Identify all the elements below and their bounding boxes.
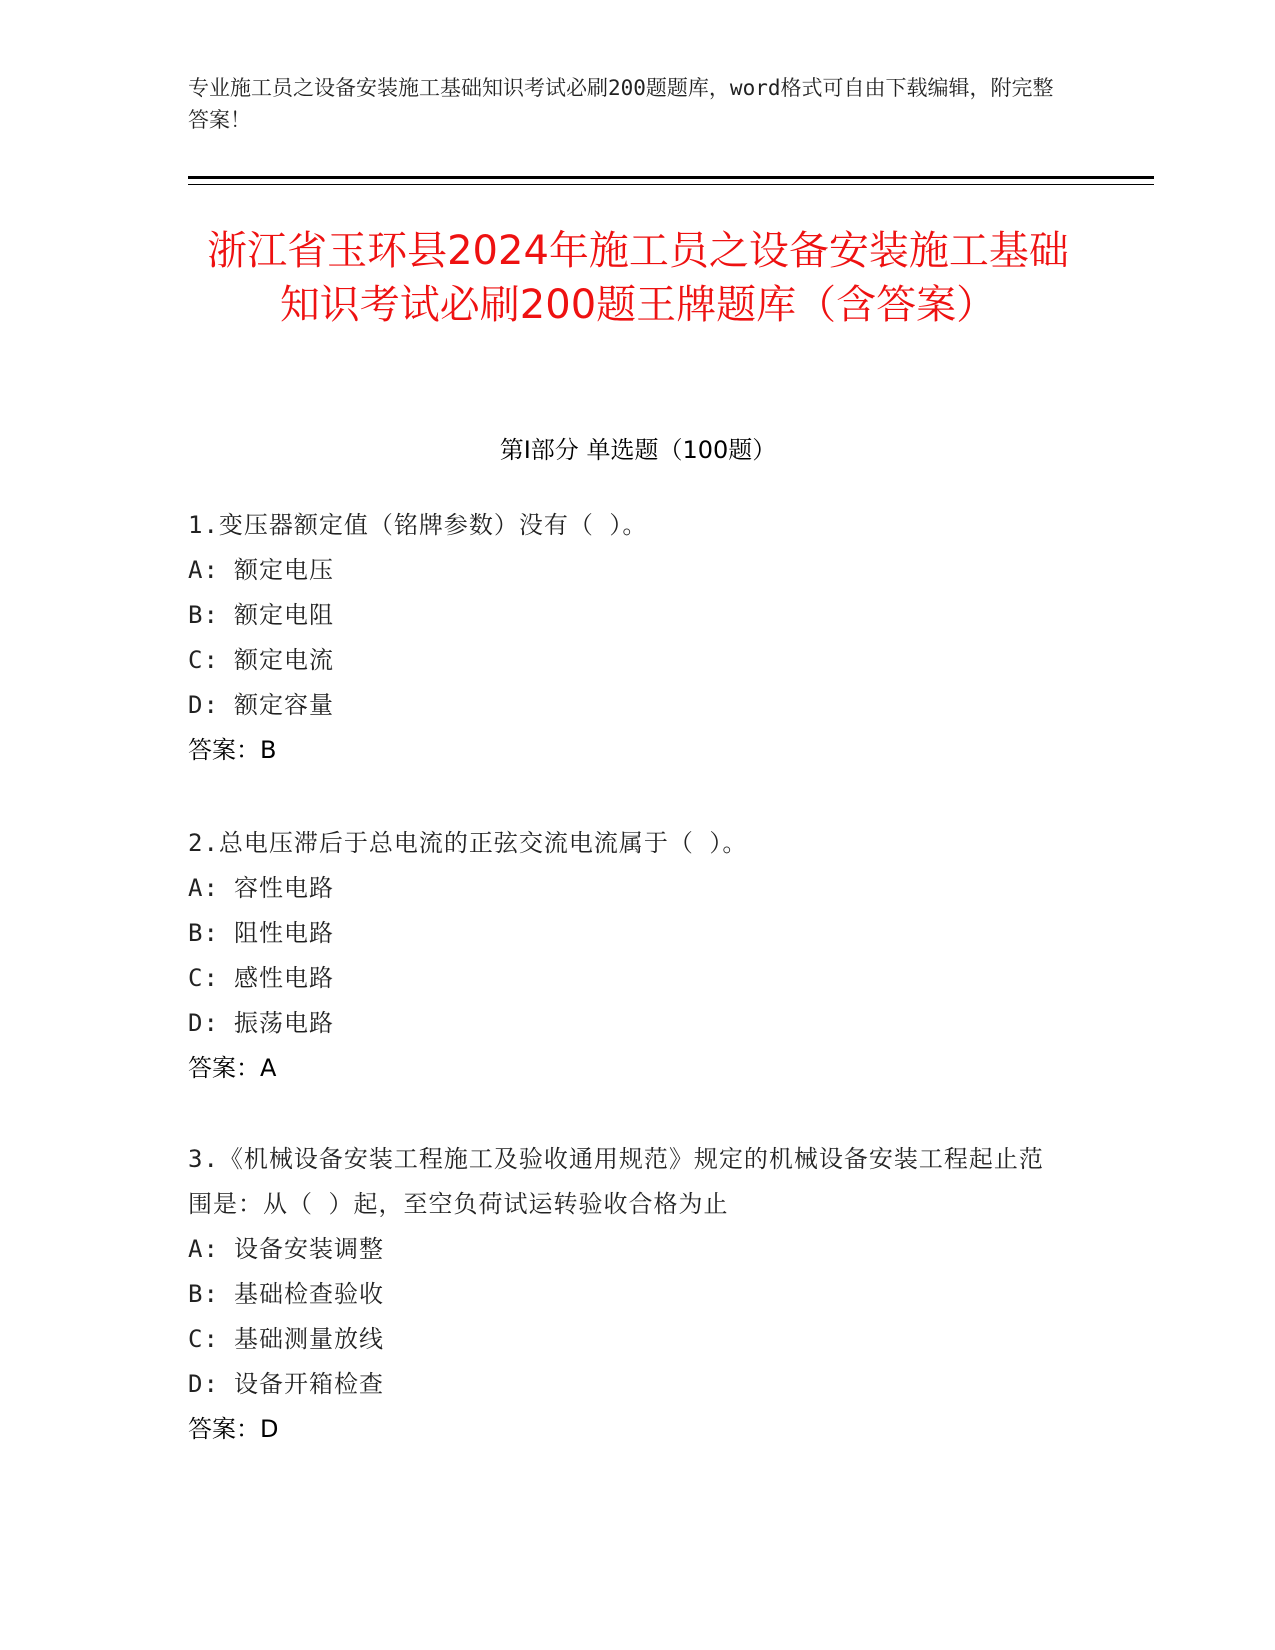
option-text: 额定电压 [234,556,334,584]
section-heading: 第Ⅰ部分 单选题（100题） [499,436,777,464]
header-divider [188,176,1154,185]
option-letter: A: [188,1235,219,1263]
option-text: 设备开箱检查 [234,1370,384,1398]
answer-line: 答案：B [188,736,277,764]
answer-line: 答案：A [188,1054,277,1082]
option-b [188,911,1068,956]
option-b [188,593,1068,638]
option-text: 阻性电路 [234,919,334,947]
question-item [188,821,1068,1091]
option-letter: A: [188,874,219,902]
document-title: 浙江省玉环县2024年施工员之设备安装施工基础知识考试必刷200题王牌题库（含答案） [207,228,1069,328]
option-letter: C: [188,964,219,992]
option-letter: A: [188,556,219,584]
option-letter: C: [188,646,219,674]
option-text: 容性电路 [234,874,334,902]
header-note: 专业施工员之设备安装施工基础知识考试必刷200题题库，word格式可自由下载编辑，附完整答案！ [188,76,1054,132]
option-a [188,1227,1068,1272]
option-a [188,548,1068,593]
option-c [188,1317,1068,1362]
option-text: 振荡电路 [234,1009,334,1037]
option-c [188,956,1068,1001]
answer-line: 答案：D [188,1415,279,1443]
option-letter: D: [188,691,219,719]
question-stem: 3.《机械设备安装工程施工及验收通用规范》规定的机械设备安装工程起止范围是：从（ ）起，至空负荷试运转验收合格为止 [188,1145,1044,1218]
option-text: 基础测量放线 [234,1325,384,1353]
option-text: 额定容量 [234,691,334,719]
option-letter: B: [188,919,219,947]
option-text: 额定电流 [234,646,334,674]
option-d [188,1001,1068,1046]
option-text: 基础检查验收 [234,1280,384,1308]
option-b [188,1272,1068,1317]
option-a [188,866,1068,911]
option-d [188,1362,1068,1407]
option-letter: C: [188,1325,219,1353]
option-c [188,638,1068,683]
option-d [188,683,1068,728]
option-text: 感性电路 [234,964,334,992]
option-text: 设备安装调整 [234,1235,384,1263]
option-letter: D: [188,1009,219,1037]
question-stem: 2.总电压滞后于总电流的正弦交流电流属于（ ）。 [188,829,748,857]
option-letter: B: [188,601,219,629]
question-item [188,1137,1068,1452]
question-stem: 1.变压器额定值（铭牌参数）没有（ ）。 [188,511,648,539]
question-item [188,503,1068,773]
option-text: 额定电阻 [234,601,334,629]
option-letter: B: [188,1280,219,1308]
option-letter: D: [188,1370,219,1398]
